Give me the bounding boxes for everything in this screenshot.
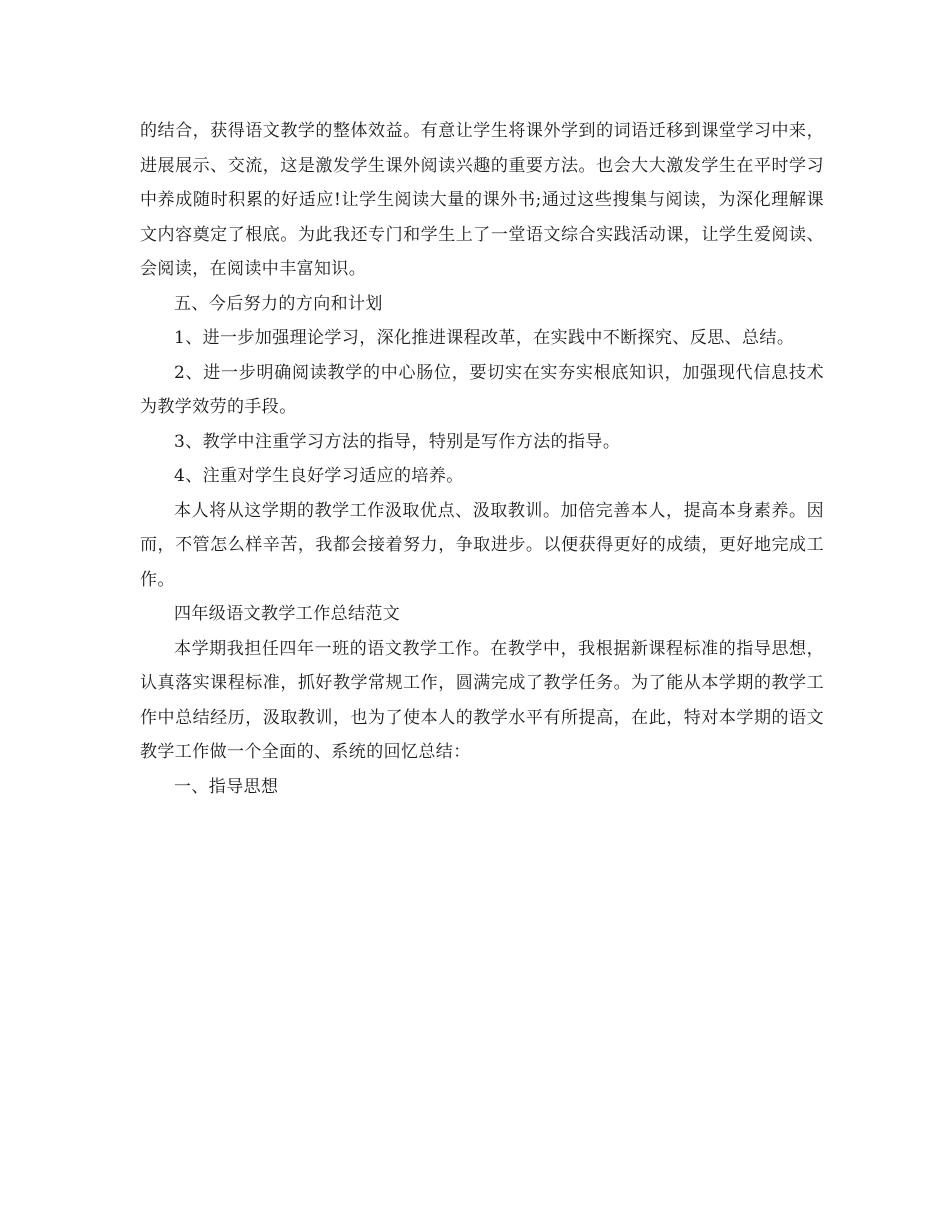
paragraph-conclusion: 本人将从这学期的教学工作汲取优点、汲取教训。加倍完善本人，提高本身素养。因而，不管怎么样辛苦，我都会接着努力，争取进步。以便获得更好的成绩，更好地完成工作。 (140, 500, 824, 590)
paragraph-intro: 本学期我担任四年一班的语文教学工作。在教学中，我根据新课程标准的指导思想，认真落实课程标准，抓好教学常规工作，圆满完成了教学任务。为了能从本学期的教学工作中总结经历，汲取教训，也为了使本人的教学水平有所提高，在此，特对本学期的语文教学工作做一个全面的、系统的回忆总结： (140, 638, 824, 762)
paragraph-reading-benefits: 的结合，获得语文教学的整体效益。有意让学生将课外学到的词语迁移到课堂学习中来，进展展示、交流，这是激发学生课外阅读兴趣的重要方法。也会大大激发学生在平时学习中养成随时积累的好适应!让学生阅读大量的课外书;通过这些搜集与阅读，为深化理解课文内容奠定了根底。为此我还专门和学生上了一堂语文综合实践活动课，让学生爱阅读、会阅读，在阅读中丰富知识。 (140, 121, 824, 279)
plan-item-2: 2、进一步明确阅读教学的中心肠位，要切实在实夯实根底知识，加强现代信息技术为教学效劳的手段。 (140, 362, 824, 417)
plan-item-4: 4、注重对学生良好学习适应的培养。 (174, 466, 464, 486)
section-title-grade4: 四年级语文教学工作总结范文 (174, 604, 401, 624)
document-body (140, 114, 824, 804)
plan-item-1: 1、进一步加强理论学习，深化推进课程改革，在实践中不断探究、反思、总结。 (174, 328, 795, 348)
heading-guiding-ideology: 一、指导思想 (174, 776, 279, 797)
heading-future-plan: 五、今后努力的方向和计划 (174, 293, 383, 314)
plan-item-3: 3、教学中注重学习方法的指导，特别是写作方法的指导。 (174, 431, 621, 452)
